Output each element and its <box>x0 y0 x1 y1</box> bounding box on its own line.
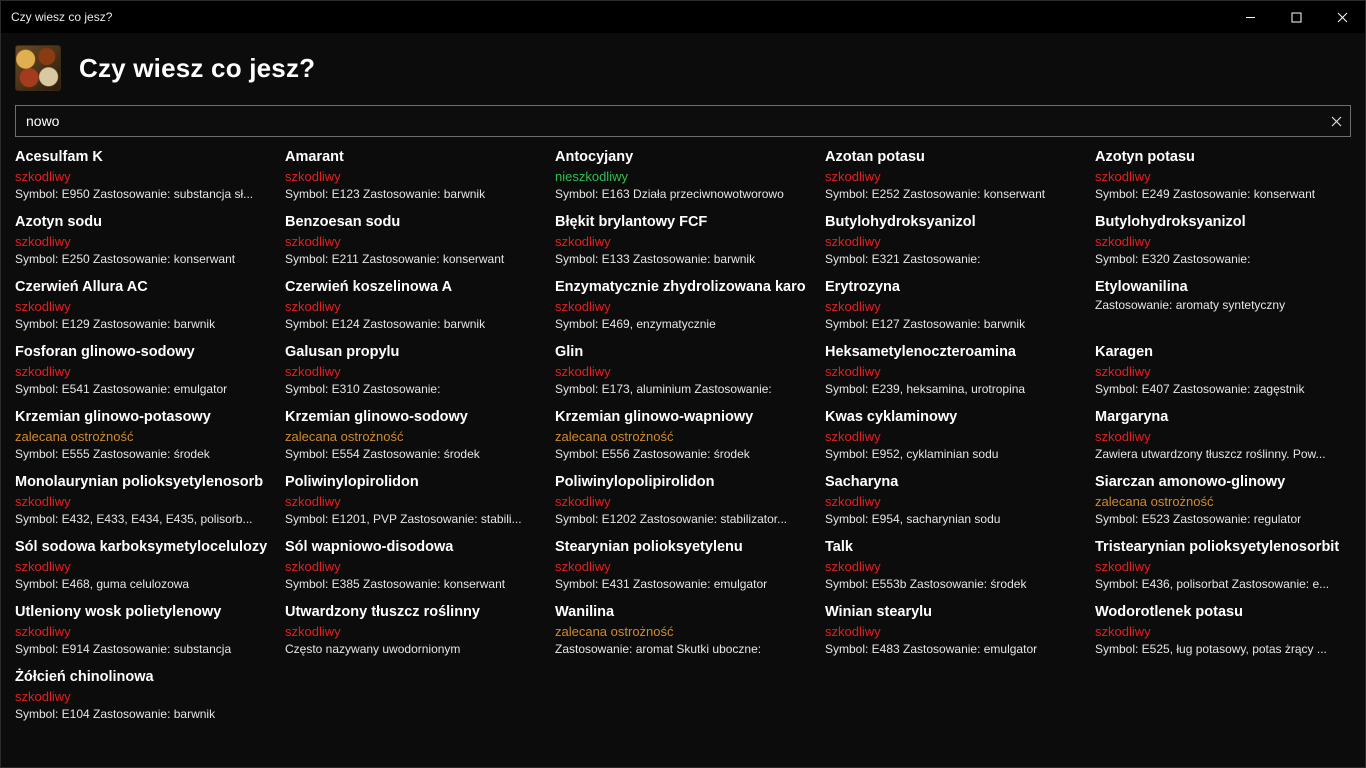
item-name: Amarant <box>285 149 344 165</box>
status-badge: szkodliwy <box>1095 559 1151 574</box>
item-name: Karagen <box>1095 344 1154 360</box>
item-description: Symbol: E310 Zastosowanie: <box>285 382 441 396</box>
status-badge: nieszkodliwy <box>555 169 628 184</box>
list-item[interactable] <box>15 340 271 405</box>
item-description: Symbol: E321 Zastosowanie: <box>825 252 981 266</box>
item-name: Sól sodowa karboksymetylocelulozy <box>15 539 268 555</box>
item-name: Enzymatycznie zhydrolizowana karo <box>555 279 806 295</box>
list-item[interactable] <box>285 470 541 535</box>
item-description: Często nazywany uwodornionym <box>285 642 461 656</box>
status-badge: szkodliwy <box>555 299 611 314</box>
status-badge: szkodliwy <box>825 559 881 574</box>
list-item[interactable] <box>1095 535 1351 600</box>
item-description: Symbol: E211 Zastosowanie: konserwant <box>285 252 505 266</box>
status-badge: szkodliwy <box>15 559 71 574</box>
item-description: Symbol: E554 Zastosowanie: środek <box>285 447 480 461</box>
item-name: Azotan potasu <box>825 149 925 165</box>
list-item[interactable] <box>15 405 271 470</box>
item-description: Symbol: E556 Zastosowanie: środek <box>555 447 750 461</box>
status-badge: szkodliwy <box>15 299 71 314</box>
maximize-button[interactable] <box>1273 1 1319 33</box>
list-item[interactable] <box>555 405 811 470</box>
status-badge: szkodliwy <box>1095 234 1151 249</box>
status-badge: szkodliwy <box>825 234 881 249</box>
item-description: Zastosowanie: aromat Skutki uboczne: <box>555 642 762 656</box>
list-item[interactable] <box>1095 145 1351 210</box>
item-description: Symbol: E914 Zastosowanie: substancja <box>15 642 232 656</box>
status-badge: zalecana ostrożność <box>555 429 674 444</box>
item-name: Azotyn sodu <box>15 214 102 230</box>
item-name: Żółcień chinolinowa <box>15 669 154 685</box>
status-badge: szkodliwy <box>15 234 71 249</box>
status-badge: szkodliwy <box>825 429 881 444</box>
item-description: Symbol: E436, polisorbat Zastosowanie: e... <box>1095 577 1330 591</box>
list-item[interactable] <box>555 145 811 210</box>
item-name: Etylowanilina <box>1095 279 1188 295</box>
minimize-button[interactable] <box>1227 1 1273 33</box>
item-description: Symbol: E250 Zastosowanie: konserwant <box>15 252 236 266</box>
status-badge: szkodliwy <box>825 624 881 639</box>
list-item[interactable] <box>825 470 1081 535</box>
status-badge: szkodliwy <box>555 364 611 379</box>
spices-app-icon <box>15 45 61 91</box>
item-name: Utleniony wosk polietylenowy <box>15 604 222 620</box>
status-badge: szkodliwy <box>285 364 341 379</box>
status-badge: szkodliwy <box>285 234 341 249</box>
item-description: Symbol: E129 Zastosowanie: barwnik <box>15 317 216 331</box>
item-description: Symbol: E523 Zastosowanie: regulator <box>1095 512 1302 526</box>
list-item[interactable] <box>825 405 1081 470</box>
item-description: Symbol: E385 Zastosowanie: konserwant <box>285 577 506 591</box>
item-description: Zawiera utwardzony tłuszcz roślinny. Pow... <box>1095 447 1326 461</box>
list-item[interactable] <box>825 600 1081 665</box>
item-name: Erytrozyna <box>825 279 900 295</box>
list-item[interactable] <box>825 210 1081 275</box>
minimize-icon <box>1245 12 1256 23</box>
list-item[interactable] <box>1095 340 1351 405</box>
item-name: Siarczan amonowo-glinowy <box>1095 474 1286 490</box>
item-description: Symbol: E124 Zastosowanie: barwnik <box>285 317 486 331</box>
window-title: Czy wiesz co jesz? <box>11 10 113 24</box>
status-badge: zalecana ostrożność <box>555 624 674 639</box>
list-item[interactable] <box>285 210 541 275</box>
item-name: Krzemian glinowo-potasowy <box>15 409 211 425</box>
status-badge: zalecana ostrożność <box>285 429 404 444</box>
item-name: Wodorotlenek potasu <box>1095 604 1243 620</box>
title-bar <box>1 1 1365 33</box>
item-name: Glin <box>555 344 584 360</box>
list-item[interactable] <box>825 145 1081 210</box>
status-badge: szkodliwy <box>285 624 341 639</box>
status-badge: szkodliwy <box>555 234 611 249</box>
list-item[interactable] <box>1095 275 1351 340</box>
item-description: Symbol: E525, ług potasowy, potas żrący ... <box>1095 642 1327 656</box>
close-icon <box>1331 116 1342 127</box>
status-badge: szkodliwy <box>15 689 71 704</box>
status-badge: zalecana ostrożność <box>15 429 134 444</box>
status-badge: szkodliwy <box>1095 169 1151 184</box>
item-name: Poliwinylopirolidon <box>285 474 419 490</box>
item-name: Antocyjany <box>555 149 634 165</box>
close-icon <box>1337 12 1348 23</box>
list-item[interactable] <box>555 470 811 535</box>
list-item[interactable] <box>15 535 271 600</box>
status-badge: szkodliwy <box>15 169 71 184</box>
item-description: Symbol: E950 Zastosowanie: substancja sł... <box>15 187 254 201</box>
list-item[interactable] <box>1095 210 1351 275</box>
status-badge: szkodliwy <box>285 494 341 509</box>
search-bar[interactable] <box>15 105 1351 137</box>
item-description: Symbol: E239, heksamina, urotropina <box>825 382 1026 396</box>
item-name: Błękit brylantowy FCF <box>555 214 708 230</box>
item-description: Symbol: E553b Zastosowanie: środek <box>825 577 1027 591</box>
status-badge: szkodliwy <box>285 299 341 314</box>
list-item[interactable] <box>825 275 1081 340</box>
item-name: Heksametylenoczteroamina <box>825 344 1016 360</box>
status-badge: szkodliwy <box>555 494 611 509</box>
item-name: Monolaurynian polioksyetylenosorb <box>15 474 264 490</box>
item-description: Symbol: E468, guma celulozowa <box>15 577 190 591</box>
item-description: Symbol: E133 Zastosowanie: barwnik <box>555 252 756 266</box>
status-badge: szkodliwy <box>555 559 611 574</box>
item-name: Czerwień koszelinowa A <box>285 279 453 295</box>
list-item[interactable] <box>285 145 541 210</box>
item-name: Sacharyna <box>825 474 899 490</box>
status-badge: szkodliwy <box>825 494 881 509</box>
list-item[interactable] <box>15 275 271 340</box>
list-item[interactable] <box>285 340 541 405</box>
list-item[interactable] <box>15 210 271 275</box>
item-name: Wanilina <box>555 604 615 620</box>
item-description: Symbol: E555 Zastosowanie: środek <box>15 447 210 461</box>
list-item[interactable] <box>285 405 541 470</box>
item-name: Butylohydroksyanizol <box>1095 214 1246 230</box>
item-description: Symbol: E1201, PVP Zastosowanie: stabili... <box>285 512 522 526</box>
item-description: Symbol: E954, sacharynian sodu <box>825 512 1001 526</box>
maximize-icon <box>1291 12 1302 23</box>
item-description: Symbol: E432, E433, E434, E435, polisorb... <box>15 512 253 526</box>
item-description: Symbol: E320 Zastosowanie: <box>1095 252 1251 266</box>
list-item[interactable] <box>15 600 271 665</box>
list-item[interactable] <box>1095 600 1351 665</box>
item-description: Symbol: E1202 Zastosowanie: stabilizator... <box>555 512 788 526</box>
list-item[interactable] <box>285 275 541 340</box>
list-item[interactable] <box>555 275 811 340</box>
item-name: Acesulfam K <box>15 149 103 165</box>
item-name: Sól wapniowo-disodowa <box>285 539 454 555</box>
status-badge: szkodliwy <box>825 169 881 184</box>
window-controls <box>1227 1 1365 33</box>
status-badge: szkodliwy <box>825 299 881 314</box>
status-badge: zalecana ostrożność <box>1095 494 1214 509</box>
app-header <box>1 33 1365 97</box>
item-name: Talk <box>825 539 853 555</box>
item-name: Poliwinylopolipirolidon <box>555 474 715 490</box>
search-input[interactable] <box>16 108 1322 134</box>
item-name: Fosforan glinowo-sodowy <box>15 344 195 360</box>
status-badge: szkodliwy <box>15 624 71 639</box>
status-badge: szkodliwy <box>1095 624 1151 639</box>
list-item[interactable] <box>285 535 541 600</box>
item-name: Krzemian glinowo-sodowy <box>285 409 468 425</box>
item-name: Tristearynian polioksyetylenosorbit <box>1095 539 1340 555</box>
list-item[interactable] <box>825 340 1081 405</box>
item-description: Symbol: E252 Zastosowanie: konserwant <box>825 187 1046 201</box>
list-item[interactable] <box>1095 405 1351 470</box>
item-name: Krzemian glinowo-wapniowy <box>555 409 754 425</box>
page-title: Czy wiesz co jesz? <box>79 52 316 83</box>
list-item[interactable] <box>15 665 271 730</box>
item-description: Symbol: E104 Zastosowanie: barwnik <box>15 707 216 721</box>
item-name: Azotyn potasu <box>1095 149 1195 165</box>
status-badge: szkodliwy <box>15 364 71 379</box>
status-badge: szkodliwy <box>15 494 71 509</box>
item-name: Stearynian polioksyetylenu <box>555 539 743 555</box>
item-description: Symbol: E469, enzymatycznie <box>555 317 716 331</box>
item-name: Czerwień Allura AC <box>15 279 148 295</box>
list-item[interactable] <box>1095 470 1351 535</box>
item-name: Benzoesan sodu <box>285 214 401 230</box>
item-description: Symbol: E123 Zastosowanie: barwnik <box>285 187 486 201</box>
item-description: Symbol: E483 Zastosowanie: emulgator <box>825 642 1038 656</box>
status-badge: szkodliwy <box>285 559 341 574</box>
item-description: Symbol: E249 Zastosowanie: konserwant <box>1095 187 1316 201</box>
results-grid <box>1 137 1365 767</box>
status-badge: szkodliwy <box>825 364 881 379</box>
list-item[interactable] <box>555 210 811 275</box>
item-name: Kwas cyklaminowy <box>825 409 958 425</box>
item-description: Symbol: E431 Zastosowanie: emulgator <box>555 577 768 591</box>
list-item[interactable] <box>555 535 811 600</box>
list-item[interactable] <box>555 340 811 405</box>
item-name: Margaryna <box>1095 409 1169 425</box>
item-name: Galusan propylu <box>285 344 400 360</box>
item-description: Symbol: E407 Zastosowanie: zagęstnik <box>1095 382 1305 396</box>
list-item[interactable] <box>285 600 541 665</box>
close-button[interactable] <box>1319 1 1365 33</box>
item-description: Symbol: E163 Działa przeciwnowotworowo <box>555 187 784 201</box>
item-name: Winian stearylu <box>825 604 933 620</box>
item-description: Zastosowanie: aromaty syntetyczny <box>1095 298 1286 312</box>
item-description: Symbol: E541 Zastosowanie: emulgator <box>15 382 228 396</box>
status-badge: szkodliwy <box>1095 364 1151 379</box>
item-name: Utwardzony tłuszcz roślinny <box>285 604 480 620</box>
item-name: Butylohydroksyanizol <box>825 214 976 230</box>
item-description: Symbol: E173, aluminium Zastosowanie: <box>555 382 772 396</box>
status-badge: szkodliwy <box>1095 429 1151 444</box>
item-description: Symbol: E952, cyklaminian sodu <box>825 447 999 461</box>
status-badge: szkodliwy <box>285 169 341 184</box>
list-item[interactable] <box>825 535 1081 600</box>
list-item[interactable] <box>555 600 811 665</box>
item-description: Symbol: E127 Zastosowanie: barwnik <box>825 317 1026 331</box>
list-item[interactable] <box>15 145 271 210</box>
clear-search-button[interactable] <box>1322 107 1350 135</box>
list-item[interactable] <box>15 470 271 535</box>
